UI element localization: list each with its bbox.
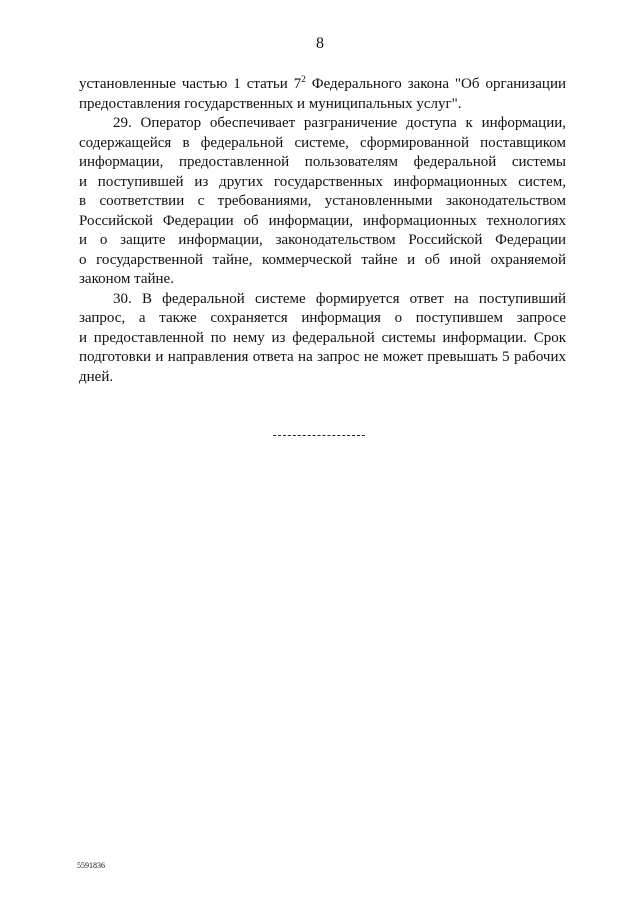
text-line: Российской Федерации об информации, информационных технологиях bbox=[79, 212, 566, 229]
end-separator-line bbox=[273, 435, 365, 436]
text-line: информации, предоставленной пользователям федеральной системы bbox=[79, 154, 566, 170]
text-line: о государственной тайне, коммерческой тайне и об иной охраняемой bbox=[79, 251, 566, 268]
document-body bbox=[79, 75, 566, 387]
text-line: подготовки и направления ответа на запрос не может превышать 5 рабочих bbox=[79, 349, 566, 365]
text-line: законом тайне. bbox=[79, 271, 174, 287]
text-line: и предоставленной по нему из федеральной системы информации. Срок bbox=[79, 329, 566, 346]
text-line: 30. В федеральной системе формируется ответ на поступивший bbox=[113, 290, 566, 307]
text-line: запрос, а также сохраняется информация о поступившем запросе bbox=[79, 310, 566, 326]
text-fragment: Федерального закона "Об организации bbox=[305, 76, 567, 92]
document-code: 5591836 bbox=[77, 861, 105, 870]
text-line: 29. Оператор обеспечивает разграничение доступа к информации, bbox=[113, 115, 566, 131]
text-line: и о защите информации, законодательством Российской Федерации bbox=[79, 232, 566, 248]
text-line: в соответствии с требованиями, установленными законодательством bbox=[79, 193, 566, 209]
paragraph-29 bbox=[79, 114, 566, 290]
paragraph-continuation bbox=[79, 75, 566, 114]
page-number: 8 bbox=[316, 35, 324, 52]
paragraph-30 bbox=[79, 290, 566, 388]
text-fragment: установленные частью 1 статьи 7 bbox=[79, 76, 302, 92]
superscript: 2 bbox=[301, 74, 306, 84]
text-line: дней. bbox=[79, 368, 114, 385]
text-line: предоставления государственных и муниципальных услуг". bbox=[79, 95, 462, 112]
text-line: содержащейся в федеральной системе, сформированной поставщиком bbox=[79, 134, 566, 151]
text-line: и поступившей из других государственных информационных систем, bbox=[79, 173, 566, 190]
text-line bbox=[79, 75, 566, 95]
